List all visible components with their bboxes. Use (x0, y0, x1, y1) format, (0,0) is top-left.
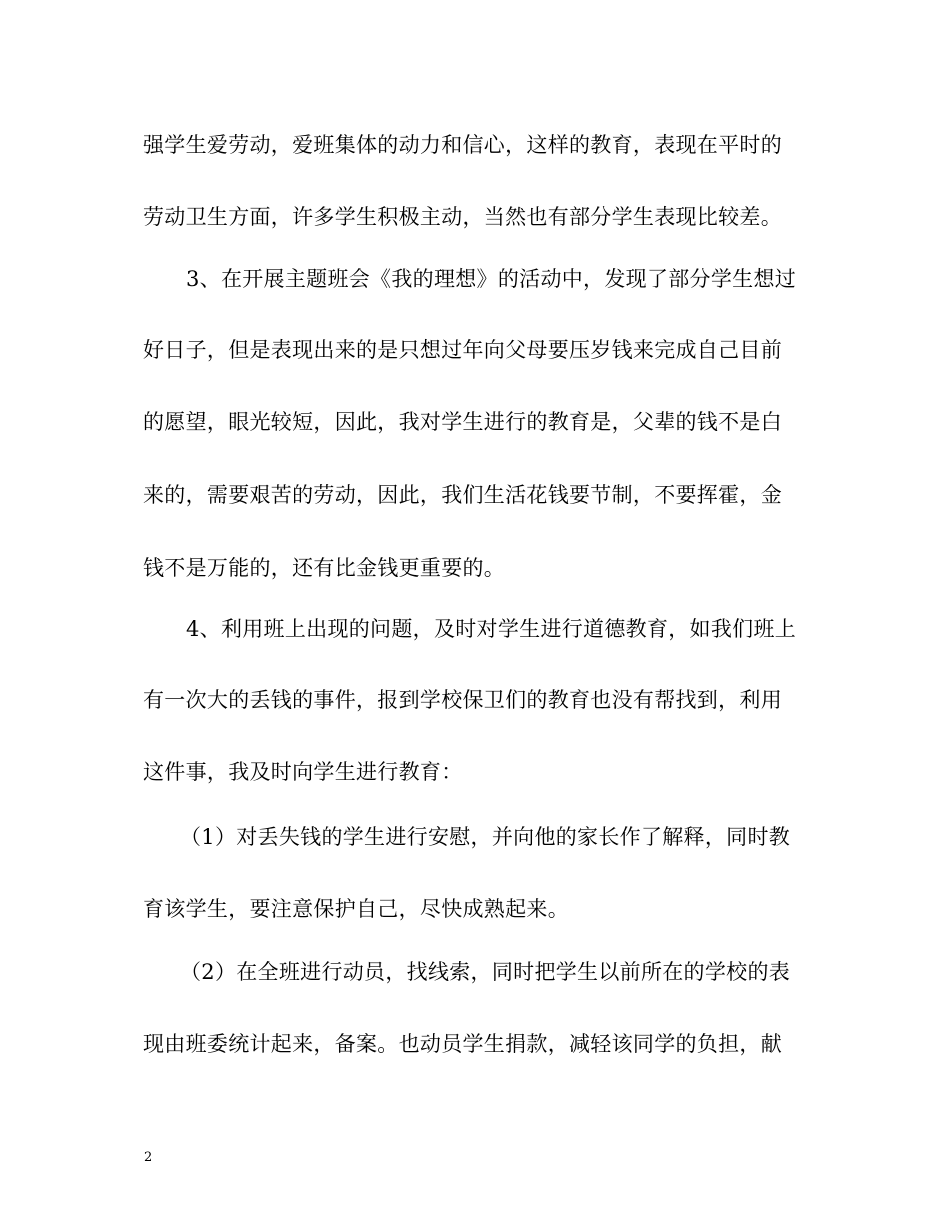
text-line: 3、在开展主题班会《我的理想》的活动中，发现了部分学生想过 (186, 267, 797, 291)
text-line: （1）对丢失钱的学生进行安慰，并向他的家长作了解释，同时教 (180, 825, 791, 849)
text-line: 现由班委统计起来，备案。也动员学生捐款，减轻该同学的负担，献 (143, 1032, 782, 1056)
text-line: 劳动卫生方面，许多学生积极主动，当然也有部分学生表现比较差。 (143, 205, 782, 229)
text-line: 4、利用班上出现的问题，及时对学生进行道德教育，如我们班上 (186, 617, 797, 641)
text-line: 钱不是万能的，还有比金钱更重要的。 (143, 556, 506, 580)
text-line: 强学生爱劳动，爱班集体的动力和信心，这样的教育，表现在平时的 (143, 133, 782, 157)
text-line: 有一次大的丢钱的事件，报到学校保卫们的教育也没有帮找到，利用 (143, 688, 782, 712)
page-number: 2 (144, 1150, 153, 1165)
text-line: 这件事，我及时向学生进行教育： (143, 760, 463, 784)
text-line: 来的，需要艰苦的劳动，因此，我们生活花钱要节制，不要挥霍，金 (143, 483, 782, 507)
text-line: 的愿望，眼光较短，因此，我对学生进行的教育是，父辈的钱不是白 (143, 410, 782, 434)
text-line: （2）在全班进行动员，找线索，同时把学生以前所在的学校的表 (180, 960, 791, 984)
text-line: 育该学生，要注意保护自己，尽快成熟起来。 (143, 897, 569, 921)
text-line: 好日子，但是表现出来的是只想过年向父母要压岁钱来完成自己目前 (143, 338, 782, 362)
